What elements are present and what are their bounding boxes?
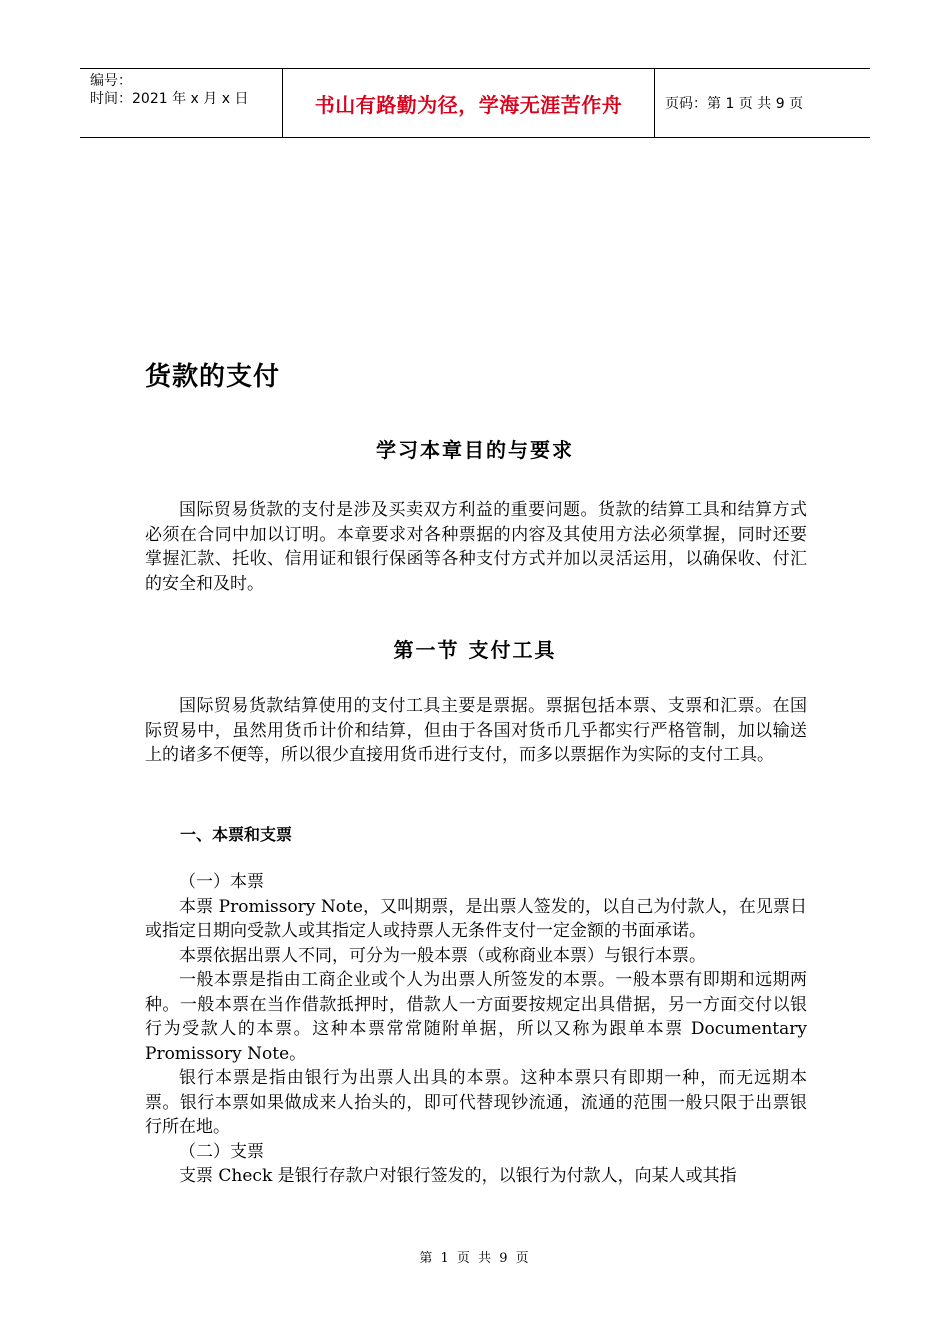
paragraph-general-promissory: 一般本票是指由工商企业或个人为出票人所签发的本票。一般本票有即期和远期两种。一般本票在当作借款抵押时，借款人一方面要按规定出具借据，另一方面交付以银行为受款人的本票。这种本票常常随附单据，所以又称为跟单本票 Documentary Promissory Note。	[145, 970, 807, 1064]
subheading-promissory-and-check: 一、本票和支票	[180, 825, 293, 844]
body-paragraphs	[145, 870, 807, 1189]
time-label: 时间：2021 年 x 月 x 日	[90, 91, 249, 107]
number-label: 编号：	[90, 73, 132, 89]
section-intro-paragraph: 国际贸易货款结算使用的支付工具主要是票据。票据包括本票、支票和汇票。在国际贸易中，虽然用货币计价和结算，但由于各国对货币几乎都实行严格管制，加以输送上的诸多不便等，所以很少直接用货币进行支付，而多以票据作为实际的支付工具。	[145, 696, 807, 765]
page-footer: 第 1 页 共 9 页	[419, 1251, 531, 1266]
section-heading: 第一节 支付工具	[393, 638, 557, 662]
paragraph-bank-promissory: 银行本票是指由银行为出票人出具的本票。这种本票只有即期一种，而无远期本票。银行本票如果做成来人抬头的，即可代替现钞流通，流通的范围一般只限于出票银行所在地。	[145, 1068, 807, 1137]
document-title: 货款的支付	[145, 362, 281, 392]
paragraph-promissory-types: 本票依据出票人不同，可分为一般本票（或称商业本票）与银行本票。	[179, 945, 706, 966]
paragraph-promissory-definition: 本票 Promissory Note，又叫期票，是出票人签发的，以自己为付款人，在见票日或指定日期向受款人或其指定人或持票人无条件支付一定金额的书面承诺。	[145, 896, 807, 941]
header-meta	[80, 69, 283, 137]
paragraph-check-definition: 支票 Check 是银行存款户对银行签发的，以银行为付款人，向某人或其指	[179, 1166, 737, 1186]
subsection-label-promissory: （一）本票	[179, 872, 264, 892]
header-page-info: 页码：第 1 页 共 9 页	[665, 96, 804, 112]
objectives-paragraph: 国际贸易货款的支付是涉及买卖双方利益的重要问题。货款的结算工具和结算方式必须在合同中加以订明。本章要求对各种票据的内容及其使用方法必须掌握，同时还要掌握汇款、托收、信用证和银行保函等各种支付方式并加以灵活运用，以确保收、付汇的安全和及时。	[145, 500, 807, 594]
subsection-label-check: （二）支票	[179, 1141, 264, 1162]
objectives-heading: 学习本章目的与要求	[376, 438, 574, 462]
header-table	[80, 68, 870, 138]
header-motto: 书山有路勤为径，学海无涯苦作舟	[283, 69, 655, 137]
